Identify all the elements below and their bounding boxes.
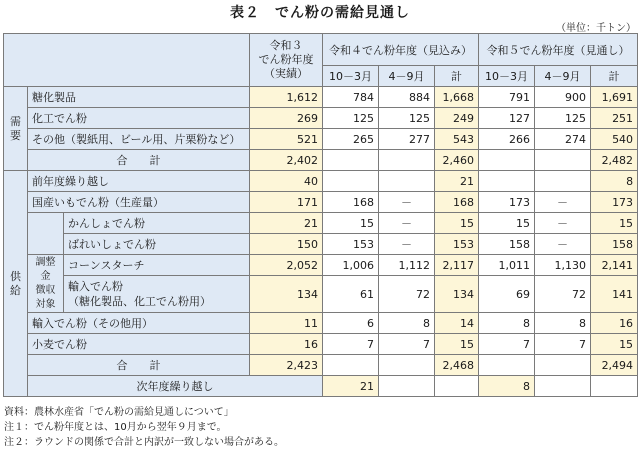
- cell: 61: [323, 276, 379, 313]
- row-label: 合 計: [28, 150, 250, 171]
- cell: 269: [250, 108, 323, 129]
- header-r4-sub1: 10－3月: [323, 66, 379, 87]
- header-r3: 令和３ でん粉年度 （実績）: [250, 34, 323, 87]
- cell: 6: [323, 313, 379, 334]
- header-r5-sub2: 4－9月: [535, 66, 591, 87]
- cell: [379, 376, 435, 397]
- cell: 173: [479, 192, 535, 213]
- row-label: 次年度繰り越し: [28, 376, 323, 397]
- cell: 72: [379, 276, 435, 313]
- table-row: [4, 171, 638, 192]
- header-r5-sub1: 10－3月: [479, 66, 535, 87]
- cell: －: [379, 192, 435, 213]
- cell: 15: [323, 213, 379, 234]
- cell: 251: [591, 108, 638, 129]
- cell: 8: [591, 171, 638, 192]
- cell: 7: [379, 334, 435, 355]
- cell: 158: [591, 234, 638, 255]
- supply-demand-table: [3, 33, 638, 397]
- header-r4-sub2: 4－9月: [379, 66, 435, 87]
- table-row: [4, 87, 638, 108]
- cell: 16: [250, 334, 323, 355]
- cell: 7: [479, 334, 535, 355]
- cell: 40: [250, 171, 323, 192]
- row-label: 小麦でん粉: [28, 334, 250, 355]
- header-r4-sub3: 計: [435, 66, 479, 87]
- cell: 125: [323, 108, 379, 129]
- cell: 15: [479, 213, 535, 234]
- cell: 150: [250, 234, 323, 255]
- cell: 21: [435, 171, 479, 192]
- cell: 15: [591, 213, 638, 234]
- table-row: [4, 129, 638, 150]
- cell: 168: [435, 192, 479, 213]
- header-r5: 令和５でん粉年度（見通し）: [479, 34, 638, 66]
- note-1: 注１：でん粉年度とは、10月から翌年９月まで。: [4, 422, 227, 433]
- cell: －: [379, 234, 435, 255]
- cell: 540: [591, 129, 638, 150]
- cell: 249: [435, 108, 479, 129]
- cell: 2,141: [591, 255, 638, 276]
- cell: 1,612: [250, 87, 323, 108]
- cell: [479, 171, 535, 192]
- cell: 173: [591, 192, 638, 213]
- cell: 14: [435, 313, 479, 334]
- group-demand: 需要: [4, 87, 28, 171]
- cell: －: [535, 192, 591, 213]
- table-row-total: [4, 355, 638, 376]
- cell: 2,117: [435, 255, 479, 276]
- cell: 274: [535, 129, 591, 150]
- cell: 8: [479, 313, 535, 334]
- note-2: 注２：ラウンドの関係で合計と内訳が一致しない場合がある。: [4, 437, 284, 448]
- header-r4: 令和４でん粉年度（見込み）: [323, 34, 479, 66]
- cell: 15: [591, 334, 638, 355]
- cell: 265: [323, 129, 379, 150]
- cell: 1,668: [435, 87, 479, 108]
- indent-spacer: [28, 213, 64, 255]
- cell: 153: [435, 234, 479, 255]
- cell: 168: [323, 192, 379, 213]
- cell: 277: [379, 129, 435, 150]
- table-row-total: [4, 150, 638, 171]
- cell: 2,482: [591, 150, 638, 171]
- cell: 2,494: [591, 355, 638, 376]
- cell: 127: [479, 108, 535, 129]
- cell: [535, 171, 591, 192]
- cell: 134: [250, 276, 323, 313]
- cell: 266: [479, 129, 535, 150]
- cell: 21: [323, 376, 379, 397]
- row-label: かんしょでん粉: [64, 213, 250, 234]
- cell: 521: [250, 129, 323, 150]
- cell: 543: [435, 129, 479, 150]
- group-adjustment-levy: 調整金 徴収 対象: [28, 255, 64, 313]
- table-row: [4, 192, 638, 213]
- table-row: [4, 334, 638, 355]
- cell: －: [379, 213, 435, 234]
- cell: 69: [479, 276, 535, 313]
- cell: 2,460: [435, 150, 479, 171]
- notes: [4, 405, 284, 450]
- cell: [535, 150, 591, 171]
- row-label: コーンスターチ: [64, 255, 250, 276]
- row-label: 合 計: [28, 355, 250, 376]
- header-r5-sub3: 計: [591, 66, 638, 87]
- unit-label: （単位：千トン）: [556, 23, 636, 34]
- cell: 16: [591, 313, 638, 334]
- cell: [379, 355, 435, 376]
- source-note: 資料：農林水産省「でん粉の需給見通しについて」: [4, 407, 234, 418]
- cell: 8: [535, 313, 591, 334]
- cell: －: [535, 213, 591, 234]
- cell: 141: [591, 276, 638, 313]
- cell: 1,691: [591, 87, 638, 108]
- cell: 15: [435, 334, 479, 355]
- header-corner: [4, 34, 250, 87]
- cell: [323, 355, 379, 376]
- row-label: 輸入でん粉 （糖化製品、化工でん粉用）: [64, 276, 250, 313]
- cell: [379, 150, 435, 171]
- cell: 884: [379, 87, 435, 108]
- cell: 1,130: [535, 255, 591, 276]
- cell: 784: [323, 87, 379, 108]
- cell: 134: [435, 276, 479, 313]
- cell: 171: [250, 192, 323, 213]
- cell: [323, 171, 379, 192]
- cell: 2,468: [435, 355, 479, 376]
- header-row-1: [4, 34, 638, 66]
- cell: 1,006: [323, 255, 379, 276]
- cell: 153: [323, 234, 379, 255]
- table-row: [4, 234, 638, 255]
- cell: 1,112: [379, 255, 435, 276]
- cell: 2,052: [250, 255, 323, 276]
- cell: 2,423: [250, 355, 323, 376]
- table-title: 表２ でん粉の需給見通し: [230, 5, 410, 21]
- group-supply: 供給: [4, 171, 28, 397]
- cell: 791: [479, 87, 535, 108]
- table-row: [4, 376, 638, 397]
- cell: 11: [250, 313, 323, 334]
- cell: 7: [323, 334, 379, 355]
- cell: －: [535, 234, 591, 255]
- cell: 158: [479, 234, 535, 255]
- cell: [535, 355, 591, 376]
- cell: [435, 376, 479, 397]
- cell: 15: [435, 213, 479, 234]
- cell: [535, 376, 591, 397]
- cell: 900: [535, 87, 591, 108]
- cell: 1,011: [479, 255, 535, 276]
- row-label: 輸入でん粉（その他用）: [28, 313, 250, 334]
- cell: 7: [535, 334, 591, 355]
- table-row: [4, 313, 638, 334]
- cell: 2,402: [250, 150, 323, 171]
- cell: 72: [535, 276, 591, 313]
- cell: 125: [535, 108, 591, 129]
- row-label: 前年度繰り越し: [28, 171, 250, 192]
- cell: [479, 355, 535, 376]
- cell: [323, 150, 379, 171]
- table-row: [4, 276, 638, 313]
- table-row: [4, 213, 638, 234]
- row-label: 化工でん粉: [28, 108, 250, 129]
- cell: 125: [379, 108, 435, 129]
- cell: [591, 376, 638, 397]
- cell: 8: [379, 313, 435, 334]
- cell: [479, 150, 535, 171]
- cell: 8: [479, 376, 535, 397]
- cell: [379, 171, 435, 192]
- row-label: その他（製紙用、ビール用、片栗粉など）: [28, 129, 250, 150]
- row-label: 国産いもでん粉（生産量）: [28, 192, 250, 213]
- cell: 21: [250, 213, 323, 234]
- row-label: 糖化製品: [28, 87, 250, 108]
- table-row: [4, 108, 638, 129]
- row-label: ばれいしょでん粉: [64, 234, 250, 255]
- table-row: [4, 255, 638, 276]
